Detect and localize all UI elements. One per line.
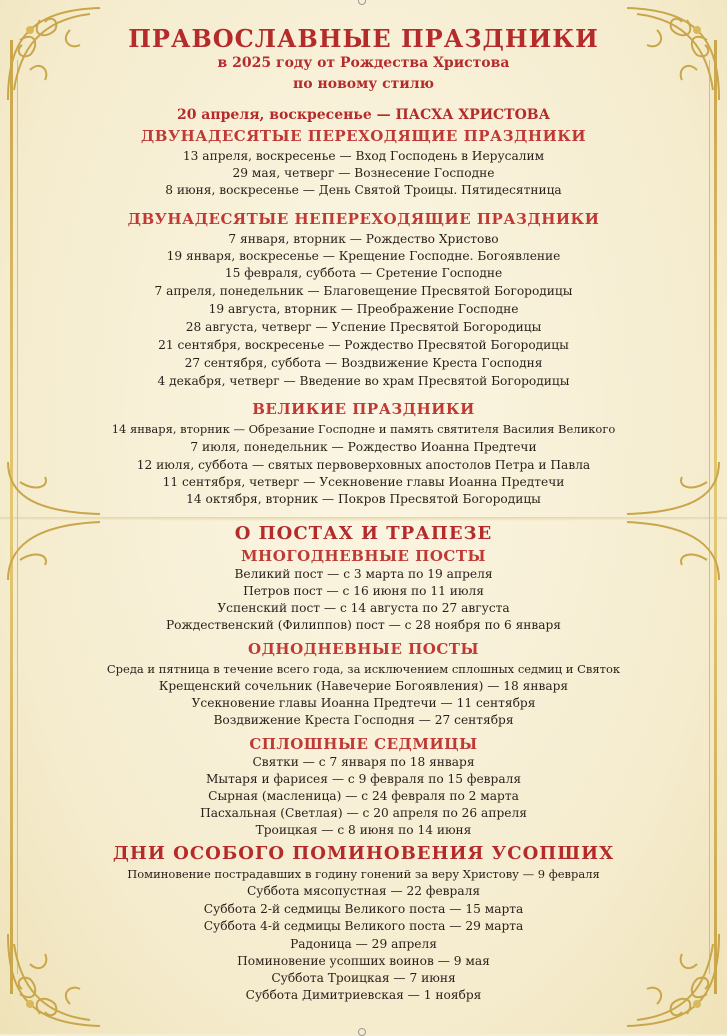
list-item: 29 мая, четверг — Вознесение Господне xyxy=(232,166,495,180)
section-heading: МНОГОДНЕВНЫЕ ПОСТЫ xyxy=(240,547,487,565)
fasts-title: О ПОСТАХ И ТРАПЕЗЕ xyxy=(234,523,493,544)
list-item: Суббота Димитриевская — 1 ноября xyxy=(245,988,482,1002)
list-item: Мытаря и фарисея — с 9 февраля по 15 февраля xyxy=(205,772,522,786)
hang-hole-icon xyxy=(358,0,366,5)
list-item: Суббота мясопустная — 22 февраля xyxy=(246,884,481,898)
list-item: Суббота 2-й седмицы Великого поста — 15 марта xyxy=(203,902,524,916)
list-item: 7 января, вторник — Рождество Христово xyxy=(228,232,499,246)
section-heading: ОДНОДНЕВНЫЕ ПОСТЫ xyxy=(248,640,479,658)
list-item: 11 сентября, четверг — Усекновение главы Иоанна Предтечи xyxy=(162,475,565,489)
list-item: Крещенский сочельник (Навечерие Богоявления) — 18 января xyxy=(158,679,569,693)
list-item: Поминовение пострадавших в годину гонений за веру Христову — 9 февраля xyxy=(127,867,600,881)
section-heading: ДВУНАДЕСЯТЫЕ ПЕРЕХОДЯЩИЕ ПРАЗДНИКИ xyxy=(140,127,587,145)
list-item: Рождественский (Филиппов) пост — с 28 ноября по 6 января xyxy=(165,618,562,632)
section-heading: ДНИ ОСОБОГО ПОМИНОВЕНИЯ УСОПШИХ xyxy=(112,843,615,864)
list-item: 14 января, вторник — Обрезание Господне и память святителя Василия Великого xyxy=(111,422,616,436)
list-item: Среда и пятница в течение всего года, за исключением сплошных седмиц и Святок xyxy=(106,662,621,676)
list-item: Пасхальная (Светлая) — с 20 апреля по 26 апреля xyxy=(200,806,527,820)
list-item: Петров пост — с 16 июня по 11 июля xyxy=(243,584,484,598)
list-item: Воздвижение Креста Господня — 27 сентября xyxy=(213,713,514,727)
list-item: 12 июля, суббота — святых первоверховных апостолов Петра и Павла xyxy=(136,458,591,472)
subtitle-line-1: в 2025 году от Рождества Христова xyxy=(217,55,510,71)
hang-hole-icon xyxy=(358,1028,366,1036)
list-item: 8 июня, воскресенье — День Святой Троицы. Пятидесятница xyxy=(165,183,562,197)
list-item: 7 апреля, понедельник — Благовещение Пресвятой Богородицы xyxy=(154,284,573,298)
list-item: 7 июля, понедельник — Рождество Иоанна Предтечи xyxy=(190,440,537,454)
list-item: Суббота 4-й седмицы Великого поста — 29 марта xyxy=(203,919,524,933)
list-item: Троицкая — с 8 июня по 14 июня xyxy=(255,823,472,837)
list-item: Успенский пост — с 14 августа по 27 августа xyxy=(217,601,510,615)
list-item: Суббота Троицкая — 7 июня xyxy=(271,971,456,985)
list-item: Усекновение главы Иоанна Предтечи — 11 сентября xyxy=(191,696,536,710)
list-item: 21 сентября, воскресенье — Рождество Пресвятой Богородицы xyxy=(158,338,569,352)
list-item: Великий пост — с 3 марта по 19 апреля xyxy=(234,567,493,581)
list-item: Поминовение усопших воинов — 9 мая xyxy=(237,954,490,968)
page-title: ПРАВОСЛАВНЫЕ ПРАЗДНИКИ xyxy=(128,24,599,53)
pascha-date: 20 апреля, воскресенье — ПАСХА ХРИСТОВА xyxy=(176,107,551,123)
list-item: 15 февраля, суббота — Сретение Господне xyxy=(224,266,503,280)
list-item: 4 декабря, четверг — Введение во храм Пресвятой Богородицы xyxy=(157,374,570,388)
section-heading: ДВУНАДЕСЯТЫЕ НЕПЕРЕХОДЯЩИЕ ПРАЗДНИКИ xyxy=(127,210,600,228)
list-item: 19 августа, вторник — Преображение Господне xyxy=(208,302,519,316)
list-item: 19 января, воскресенье — Крещение Господне. Богоявление xyxy=(166,249,561,263)
list-item: 28 августа, четверг — Успение Пресвятой Богородицы xyxy=(185,320,542,334)
list-item: Радоница — 29 апреля xyxy=(290,937,437,951)
list-item: Святки — с 7 января по 18 января xyxy=(252,755,475,769)
list-item: 13 апреля, воскресенье — Вход Господень в Иерусалим xyxy=(182,149,545,163)
section-heading: СПЛОШНЫЕ СЕДМИЦЫ xyxy=(249,735,478,753)
list-item: Сырная (масленица) — с 24 февраля по 2 марта xyxy=(208,789,519,803)
list-item: 14 октября, вторник — Покров Пресвятой Богородицы xyxy=(186,492,541,506)
subtitle-line-2: по новому стилю xyxy=(293,76,434,92)
list-item: 27 сентября, суббота — Воздвижение Креста Господня xyxy=(184,356,543,370)
section-heading: ВЕЛИКИЕ ПРАЗДНИКИ xyxy=(252,400,475,418)
